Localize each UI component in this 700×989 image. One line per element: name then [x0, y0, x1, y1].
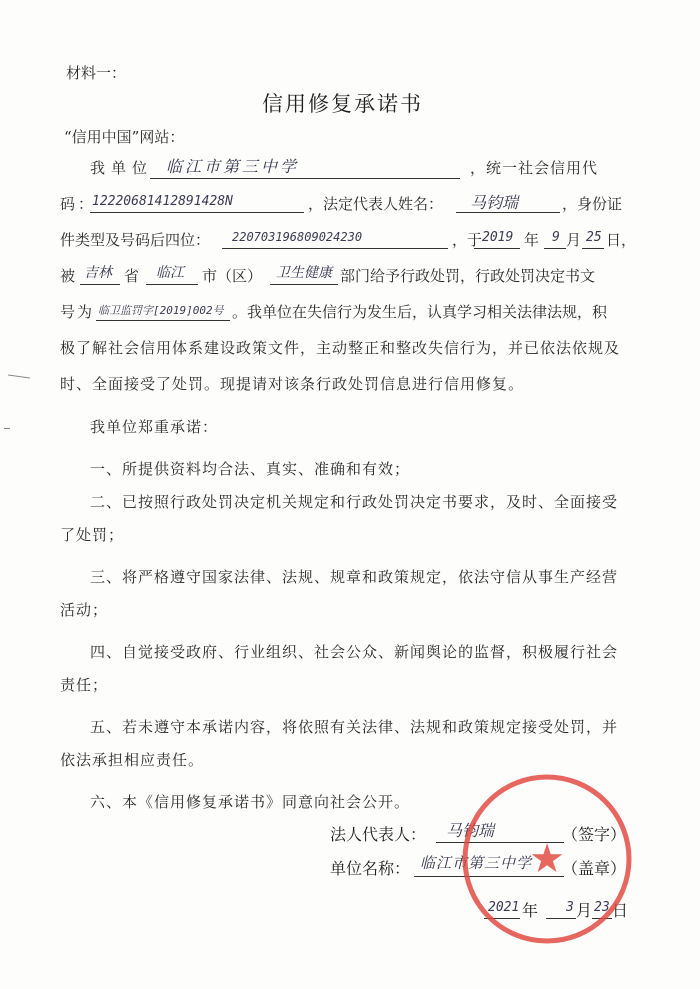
para1-line5-prefix: 号为	[60, 303, 95, 321]
para1-line5-suffix: 。我单位在失信行为发生后，认真学习相关法律法规，积	[232, 303, 608, 321]
month-underline	[544, 248, 566, 249]
day-underline	[582, 248, 604, 249]
item-4-line1: 四、自觉接受政府、行业组织、社会公众、新闻舆论的监督，积极履行社会	[90, 643, 619, 661]
para1-line6: 极了解社会信用体系建设政策文件，主动整正和整改失信行为，并已依法依规及	[60, 339, 621, 357]
document-title: 信用修复承诺书	[262, 92, 423, 116]
recipient-line: “信用中国”网站：	[64, 128, 185, 146]
unit-name-fill: 临江市第三中学	[166, 157, 300, 176]
year-fill: 2019	[482, 230, 514, 245]
para1-line1-suffix: ，统一社会信用代	[470, 159, 599, 177]
para1-line3-prefix: 件类型及号码后四位：	[60, 231, 211, 249]
legal-rep-label: 法人代表人：	[330, 825, 427, 844]
para1-line7: 时、全面接受了处罚。现提请对该条行政处罚信息进行信用修复。	[60, 375, 525, 393]
item-5-line1: 五、若未遵守本承诺内容，将依照有关法律、法规和政策规定接受处罚，并	[90, 718, 619, 736]
province-fill: 吉林	[84, 265, 112, 281]
sign-month-suffix: 月	[576, 901, 593, 920]
legal-rep-fill: 马钧瑞	[470, 193, 519, 212]
para1-line3-day: 日，	[606, 231, 637, 249]
city-underline	[146, 284, 198, 285]
legal-rep-signature: 马钧瑞	[446, 821, 495, 840]
city-fill: 临江	[156, 265, 184, 281]
legal-rep-underline	[456, 212, 560, 213]
para1-line4-bei: 被	[60, 267, 76, 285]
para1-line3-month: 月	[566, 231, 582, 249]
id-info-fill: 220703196809024230	[232, 230, 363, 244]
year-underline	[474, 248, 520, 249]
item-5-line2: 依法承担相应责任。	[60, 751, 205, 769]
item-2-line2: 了处罚；	[60, 526, 125, 544]
para1-line4-shi: 市（区）	[202, 267, 263, 285]
para1-line4-sheng: 省	[124, 267, 140, 285]
unit-signature: 临江市第三中学	[420, 854, 533, 872]
month-fill: 9	[552, 230, 560, 245]
item-3-line1: 三、将严格遵守国家法律、法规、规章和政策规定，依法守信从事生产经营	[90, 568, 619, 586]
para1-line2-prefix: 码：	[60, 195, 97, 213]
department-underline	[270, 284, 338, 285]
material-label: 材料一：	[66, 64, 127, 82]
seal-suffix: （盖章）	[562, 859, 627, 878]
unit-name-underline	[150, 178, 460, 179]
para1-line4-suffix: 部门给予行政处罚，行政处罚决定书文	[340, 267, 596, 285]
item-4-line2: 责任；	[60, 676, 109, 694]
sign-year-suffix: 年	[522, 901, 539, 920]
province-underline	[80, 284, 120, 285]
credit-code-underline	[90, 212, 304, 213]
promise-intro: 我单位郑重承诺：	[90, 418, 219, 436]
sign-day: 23	[594, 900, 610, 915]
sign-suffix: （签字）	[562, 825, 627, 844]
id-info-underline	[222, 248, 448, 249]
item-6: 六、本《信用修复承诺书》同意向社会公开。	[90, 793, 411, 811]
official-seal	[458, 770, 636, 948]
para1-line3-year: 年	[524, 231, 540, 249]
scan-mark	[8, 374, 30, 378]
sign-year: 2021	[488, 900, 520, 915]
seal-star-icon: ★	[529, 836, 565, 882]
decision-no-fill: 临卫监罚字[2019]002号	[98, 304, 224, 317]
item-3-line2: 活动；	[60, 601, 109, 619]
unit-name-label: 单位名称：	[330, 859, 411, 878]
sign-month: 3	[566, 900, 574, 915]
credit-code-fill: 12220681412891428N	[92, 194, 233, 209]
sign-day-suffix: 日	[612, 901, 629, 920]
para1-line1-prefix: 我单位	[90, 159, 154, 177]
para1-line2-suffix: ，身份证	[562, 195, 623, 213]
para1-line2-mid: ，法定代表人姓名：	[308, 195, 444, 213]
decision-no-underline	[96, 320, 230, 321]
day-fill: 25	[586, 230, 602, 245]
para1-line3-yu: ，于	[452, 231, 483, 249]
item-2-line1: 二、已按照行政处罚决定机关规定和行政处罚决定书要求，及时、全面接受	[90, 493, 619, 511]
department-fill: 卫生健康	[276, 265, 332, 281]
scan-mark	[4, 428, 10, 429]
item-1: 一、所提供资料均合法、真实、准确和有效；	[90, 460, 411, 478]
